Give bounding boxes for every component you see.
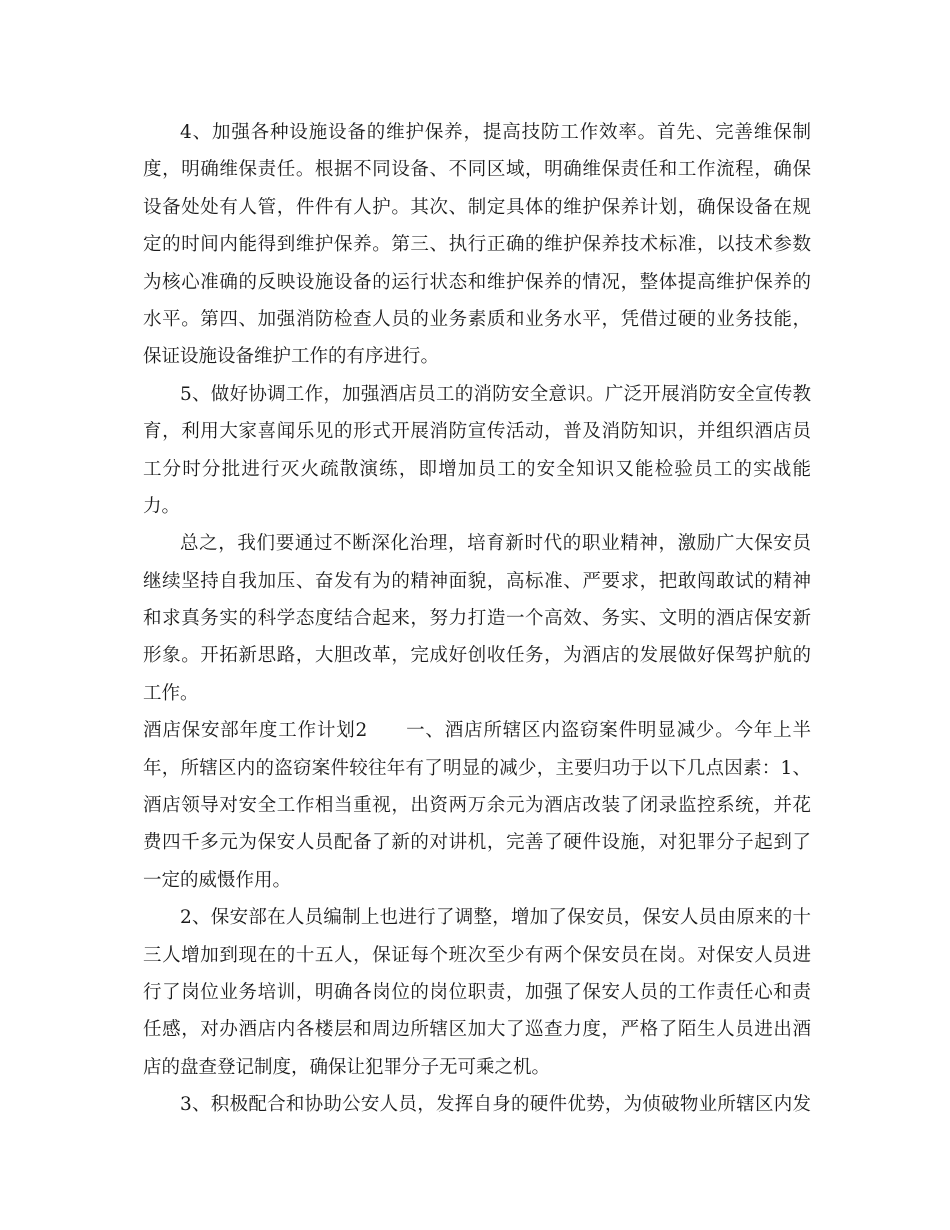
text-fragment: 一、酒店所辖区内盗窃案件明显减少。今年上半 — [405, 720, 811, 742]
text-line — [143, 712, 811, 749]
paragraph — [143, 376, 811, 526]
text-line: 三人增加到现在的十五人，保证每个班次至少有两个保安员在岗。对保安人员进 — [143, 944, 811, 966]
text-line: 4、加强各种设施设备的维护保养，提高技防工作效率。首先、完善维保制 — [180, 122, 811, 143]
text-line: 任感，对办酒店内各楼层和周边所辖区加大了巡查力度，严格了陌生人员进出酒 — [143, 1019, 811, 1041]
text-line: 水平。第四、加强消防检查人员的业务素质和业务水平，凭借过硬的业务技能， — [143, 308, 811, 330]
text-line: 酒店领导对安全工作相当重视，出资两万余元为酒店改装了闭录监控系统，并花 — [143, 795, 811, 817]
text-line: 继续坚持自我加压、奋发有为的精神面貌，高标准、严要求，把敢闯敢试的精神 — [143, 570, 811, 592]
text-line: 3、积极配合和协助公安人员，发挥自身的硬件优势，为侦破物业所辖区内发 — [180, 1094, 811, 1116]
text-line: 为核心准确的反映设施设备的运行状态和维护保养的情况，整体提高维护保养的 — [143, 271, 811, 293]
text-line: 育，利用大家喜闻乐见的形式开展消防宣传活动，普及消防知识，并组织酒店员 — [143, 421, 811, 443]
text-line: 行了岗位业务培训，明确各岗位的岗位职责，加强了保安人员的工作责任心和责 — [143, 981, 811, 1003]
paragraph — [143, 712, 811, 899]
text-line: 年，所辖区内的盗窃案件较往年有了明显的减少，主要归功于以下几点因素：1、 — [143, 757, 811, 779]
text-line: 总之，我们要通过不断深化治理，培育新时代的职业精神，激励广大保安员 — [180, 533, 811, 555]
text-line: 5、做好协调工作，加强酒店员工的消防安全意识。广泛开展消防安全宣传教 — [180, 383, 811, 405]
text-line: 2、保安部在人员编制上也进行了调整，增加了保安员，保安人员由原来的十 — [180, 907, 811, 929]
text-line: 形象。开拓新思路，大胆改革，完成好创收任务，为酒店的发展做好保驾护航的 — [143, 645, 811, 667]
text-line: 力。 — [143, 495, 181, 517]
paragraph — [143, 114, 811, 376]
text-line: 一定的威慑作用。 — [143, 869, 292, 891]
text-line: 和求真务实的科学态度结合起来，努力打造一个高效、务实、文明的酒店保安新 — [143, 608, 811, 630]
text-line: 保证设施设备维护工作的有序进行。 — [143, 346, 440, 368]
text-line: 定的时间内能得到维护保养。第三、执行正确的维护保养技术标准，以技术参数 — [143, 234, 811, 256]
text-line: 工分时分批进行灭火疏散演练，即增加员工的安全知识又能检验员工的实战能 — [143, 458, 811, 480]
paragraph — [143, 525, 811, 712]
paragraph — [143, 1086, 811, 1123]
section-title: 酒店保安部年度工作计划2 — [143, 720, 368, 742]
text-line: 店的盘查登记制度，确保让犯罪分子无可乘之机。 — [143, 1056, 551, 1078]
document-body — [143, 114, 811, 1124]
text-line: 设备处处有人管，件件有人护。其次、制定具体的维护保养计划，确保设备在规 — [143, 196, 811, 218]
paragraph — [143, 899, 811, 1086]
text-line: 度，明确维保责任。根据不同设备、不同区域，明确维保责任和工作流程，确保 — [143, 159, 811, 181]
text-line: 工作。 — [143, 682, 199, 704]
text-line: 费四千多元为保安人员配备了新的对讲机，完善了硬件设施，对犯罪分子起到了 — [143, 832, 811, 854]
